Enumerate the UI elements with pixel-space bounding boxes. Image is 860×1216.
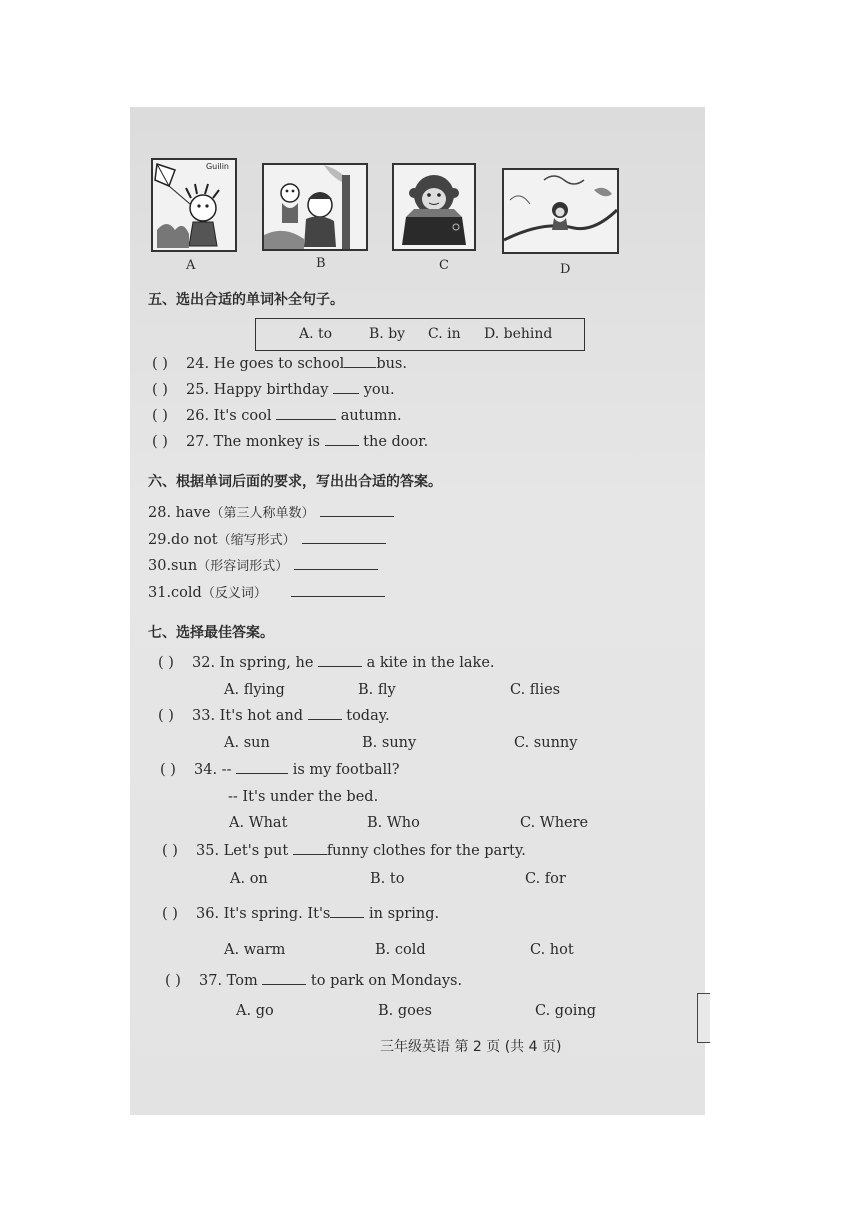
picture-a [151, 158, 237, 252]
word-option-b: B. by [369, 326, 406, 342]
word-options-box [255, 318, 585, 351]
section-7-title: 七、选择最佳答案。 [148, 625, 274, 641]
answer-blank[interactable] [344, 367, 376, 368]
question-26 [152, 408, 402, 424]
answer-bracket[interactable]: ( ) [162, 843, 178, 859]
answer-bracket[interactable]: ( ) [158, 708, 174, 724]
word-requirement: （形容词形式） [197, 559, 289, 574]
question-29 [148, 529, 386, 548]
question-37 [165, 973, 462, 989]
answer-blank[interactable] [236, 773, 288, 774]
picture-b [262, 163, 368, 251]
option-b[interactable]: B. Who [367, 815, 420, 831]
word-requirement: （第三人称单数） [210, 506, 315, 521]
page-edge-tab [697, 993, 710, 1043]
question-text: a kite in the lake. [366, 655, 495, 671]
word-option-c: C. in [428, 326, 461, 342]
picture-c [392, 163, 476, 251]
page-footer: 三年级英语 第 2 页 (共 4 页) [380, 1039, 562, 1055]
answer-blank[interactable] [276, 419, 336, 420]
question-text: 24. He goes to school [186, 356, 345, 372]
question-31 [148, 582, 385, 601]
option-c[interactable]: C. hot [530, 942, 574, 958]
option-a[interactable]: A. go [236, 1003, 274, 1019]
answer-blank[interactable] [325, 445, 359, 446]
question-35 [162, 843, 526, 859]
option-c[interactable]: C. going [535, 1003, 597, 1019]
answer-bracket[interactable]: ( ) [165, 973, 181, 989]
word-prompt: 29.do not [148, 532, 218, 548]
question-text: to park on Mondays. [310, 973, 463, 989]
option-a[interactable]: A. flying [224, 682, 285, 698]
answer-blank[interactable] [320, 516, 394, 517]
answer-bracket[interactable]: ( ) [152, 356, 168, 372]
question-27 [152, 434, 428, 450]
answer-bracket[interactable]: ( ) [152, 408, 168, 424]
word-option-d: D. behind [484, 326, 553, 342]
question-text: in spring. [368, 906, 440, 922]
picture-d [502, 168, 619, 254]
picture-label-b: B [316, 256, 326, 271]
exam-paper [130, 107, 705, 1115]
question-text: is my football? [292, 762, 400, 778]
option-a[interactable]: A. sun [224, 735, 270, 751]
word-prompt: 31.cold [148, 585, 202, 601]
question-text: 37. Tom [199, 973, 258, 989]
question-28 [148, 502, 394, 521]
answer-blank[interactable] [318, 666, 362, 667]
answer-blank[interactable] [308, 719, 342, 720]
boy-with-monkey-icon [264, 165, 366, 249]
option-a[interactable]: A. warm [224, 942, 286, 958]
option-c[interactable]: C. for [525, 871, 566, 887]
option-b[interactable]: B. to [370, 871, 405, 887]
question-text: you. [363, 382, 395, 398]
option-b[interactable]: B. goes [378, 1003, 432, 1019]
question-text: 34. -- [194, 762, 232, 778]
answer-blank[interactable] [330, 917, 364, 918]
answer-bracket[interactable]: ( ) [152, 382, 168, 398]
picture-label-a: A [186, 258, 196, 273]
option-b[interactable]: B. suny [362, 735, 417, 751]
option-b[interactable]: B. cold [375, 942, 426, 958]
question-text: funny clothes for the party. [326, 843, 526, 859]
word-requirement: （反义词） [201, 586, 267, 601]
answer-blank[interactable] [302, 543, 386, 544]
question-text: bus. [376, 356, 407, 372]
question-text: 27. The monkey is [186, 434, 320, 450]
question-text: 35. Let's put [196, 843, 289, 859]
question-25 [152, 382, 395, 398]
question-text: 33. It's hot and [192, 708, 304, 724]
option-c[interactable]: C. flies [510, 682, 561, 698]
word-requirement: （缩写形式） [217, 533, 296, 548]
kite-boy-icon [153, 160, 235, 250]
word-prompt: 30.sun [148, 558, 198, 574]
question-36 [162, 906, 439, 922]
answer-bracket[interactable]: ( ) [160, 762, 176, 778]
question-34 [160, 762, 400, 778]
question-30 [148, 555, 378, 574]
question-text: 26. It's cool [186, 408, 272, 424]
answer-blank[interactable] [293, 854, 327, 855]
question-24 [152, 356, 407, 372]
monkey-on-branch-icon [504, 170, 617, 252]
question-32 [158, 655, 495, 671]
question-text: autumn. [340, 408, 402, 424]
question-text: 32. In spring, he [192, 655, 314, 671]
answer-bracket[interactable]: ( ) [152, 434, 168, 450]
answer-blank[interactable] [262, 984, 306, 985]
picture-caption: Guilin [205, 162, 229, 171]
option-c[interactable]: C. sunny [514, 735, 578, 751]
question-33 [158, 708, 390, 724]
section-5-title: 五、选出合适的单词补全句子。 [148, 292, 344, 308]
answer-blank[interactable] [291, 596, 385, 597]
picture-label-c: C [439, 258, 449, 273]
answer-blank[interactable] [333, 393, 359, 394]
monkey-in-box-icon [394, 165, 474, 249]
question-text: today. [346, 708, 390, 724]
answer-bracket[interactable]: ( ) [158, 655, 174, 671]
answer-bracket[interactable]: ( ) [162, 906, 178, 922]
section-6-title: 六、根据单词后面的要求，写出出合适的答案。 [148, 474, 442, 490]
word-option-a: A. to [299, 326, 333, 342]
option-a[interactable]: A. on [230, 871, 268, 887]
option-b[interactable]: B. fly [358, 682, 396, 698]
question-text: the door. [363, 434, 429, 450]
question-34-response: -- It's under the bed. [228, 789, 379, 805]
answer-blank[interactable] [294, 569, 378, 570]
question-text: 36. It's spring. It's [196, 906, 331, 922]
word-prompt: 28. have [148, 505, 211, 521]
option-a[interactable]: A. What [229, 815, 288, 831]
question-text: 25. Happy birthday [186, 382, 329, 398]
picture-label-d: D [560, 262, 571, 277]
option-c[interactable]: C. Where [520, 815, 589, 831]
